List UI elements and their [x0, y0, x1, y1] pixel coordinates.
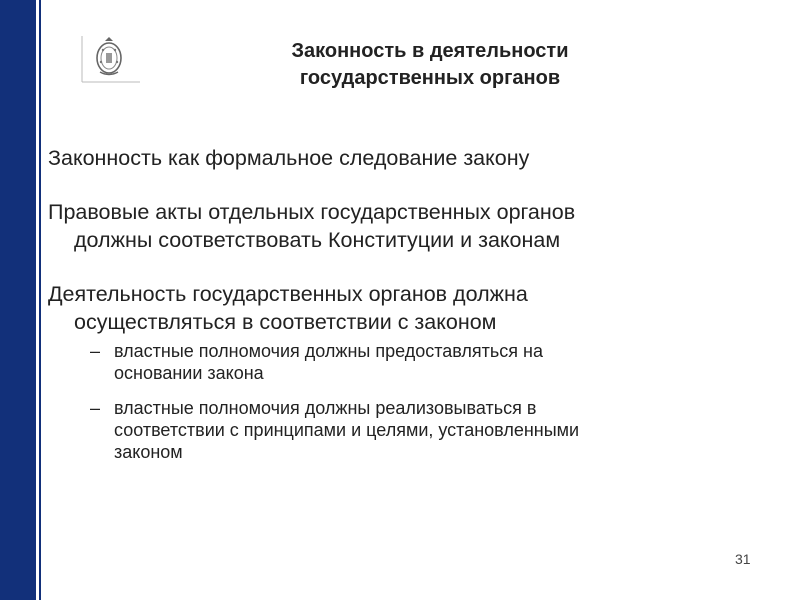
sub-bullet-text-continued: основании закона	[114, 363, 264, 383]
slide-title-line-2: государственных органов	[299, 67, 561, 89]
bullet-item	[48, 280, 768, 336]
sub-bullet-list	[48, 340, 768, 463]
sub-bullet-item	[48, 397, 764, 463]
bullet-text-continued: должны соответствовать Конституции и законам	[74, 228, 561, 252]
bullet-text: Деятельность государственных органов должна	[48, 282, 528, 306]
bullet-item	[48, 144, 768, 172]
left-accent-bar	[0, 0, 36, 600]
slide-title	[150, 38, 710, 92]
page-number: 31	[735, 551, 751, 567]
sub-bullet-text-continued: соответствии с принципами и целями, установленными	[114, 420, 580, 440]
slide-title-line-1: Законность в деятельности	[291, 40, 569, 62]
bullet-text-continued: осуществляться в соответствии с законом	[74, 310, 497, 334]
dash-marker: –	[90, 398, 101, 418]
sub-bullet-text: властные полномочия должны предоставляться на	[114, 341, 543, 361]
bullet-text: Законность как формальное следование закону	[48, 146, 530, 170]
left-accent-line	[39, 0, 41, 600]
sub-bullet-text: властные полномочия должны реализовываться в	[114, 398, 537, 418]
bullet-item	[48, 198, 768, 254]
dash-marker: –	[90, 341, 101, 361]
bullet-text: Правовые акты отдельных государственных органов	[48, 200, 576, 224]
sub-bullet-text-continued: законом	[114, 442, 183, 462]
sub-bullet-item	[48, 340, 764, 384]
emblem-logo-icon	[80, 34, 142, 84]
slide-body	[48, 144, 768, 476]
